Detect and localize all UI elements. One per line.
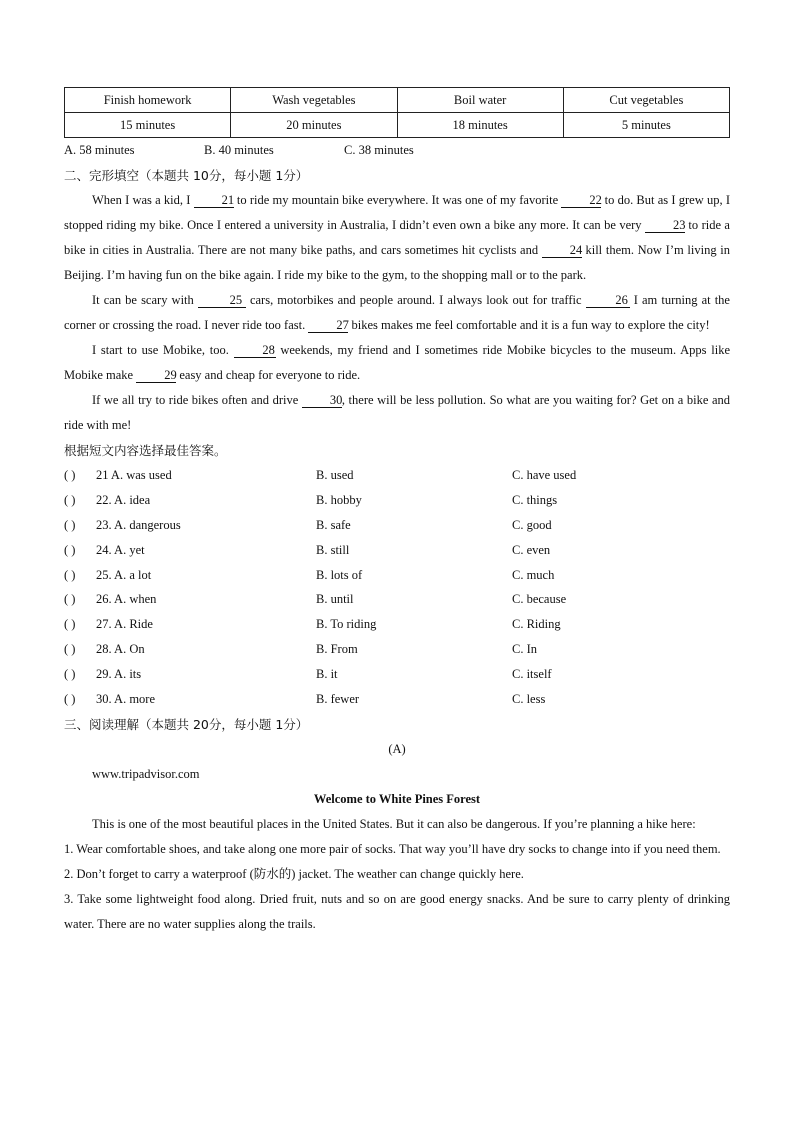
section-2-heading: 二、完形填空（本题共 10分，每小题 1分） [64,168,309,183]
blank-29: 29 [136,368,176,383]
question-row: ( ) 27. A. Ride B. To riding C. Riding [64,617,561,632]
passage-tip-2: 2. Don’t forget to carry a waterproof (防水的) jacket. The weather can change quickly here. [64,866,524,881]
blank-25: 25 [198,293,246,308]
passage-title: Welcome to White Pines Forest [313,791,481,806]
source-website: www.tripadvisor.com [92,766,200,781]
table-cell: Wash vegetables [231,88,397,113]
blank-24: 24 [542,243,582,258]
question-row: ( ) 23. A. dangerous B. safe C. good [64,517,552,532]
option-c: C. 38 minutes [344,143,414,157]
question-row: ( ) 29. A. its B. it C. itself [64,667,552,682]
question-row: ( ) 26. A. when B. until C. because [64,592,567,607]
blank-28: 28 [234,343,276,358]
question-row: ( ) 21 A. was used B. used C. have used [64,468,577,482]
table-cell: Finish homework [65,88,231,113]
table-cell: 20 minutes [231,113,397,138]
time-table-header-row [65,88,730,113]
question-row: ( ) 28. A. On B. From C. In [64,642,537,657]
cloze-questions [64,463,730,712]
time-table [64,87,730,138]
cloze-instruction: 根据短文内容选择最佳答案。 [64,443,227,458]
table-cell: 18 minutes [397,113,563,138]
cloze-paragraph-3: I start to use Mobike, too. 28 weekends, my friend and I sometimes ride Mobike bicycles to the museum. Apps like Mobike make 29 easy and cheap for everyone to ride. [64,343,730,382]
question-row: ( ) 22. A. idea B. hobby C. things [64,492,558,507]
reading-part-label: (A) [388,741,406,756]
table-cell: Boil water [397,88,563,113]
exam-page [64,87,730,937]
question-row: ( ) 30. A. more B. fewer C. less [64,692,546,707]
cloze-paragraph-1: When I was a kid, I 21 to ride my mountain bike everywhere. It was one of my favorite 22 to do. But as I grew up, I stopped riding my bike. Once I entered a university in Australia, I didn’t even own a bike any more. It can be very 23 to ride a bike in cities in Australia. There are not many bike paths, and cars sometimes hit cyclists and 24 kill them. Now I’m living in Beijing. I’m having fun on the bike again. I ride my bike to the gym, to the shopping mall or to the park. [64,193,730,282]
blank-23: 23 [645,218,685,233]
table-cell: 15 minutes [65,113,231,138]
previous-question-options [64,138,730,163]
blank-21: 21 [194,193,234,208]
option-a: A. 58 minutes [64,143,135,157]
blank-22: 22 [561,193,601,208]
section-3-heading: 三、阅读理解（本题共 20分，每小题 1分） [64,716,309,732]
question-row: ( ) 25. A. a lot B. lots of C. much [64,567,555,582]
passage-tip-3: 3. Take some lightweight food along. Dried fruit, nuts and so on are good energy snacks. And be sure to carry plenty of drinking water. There are no water supplies along the trails. [64,891,730,931]
passage-intro: This is one of the most beautiful places in the United States. But it can also be dangerous. If you’re planning a hike here: [92,816,696,831]
question-row: ( ) 24. A. yet B. still C. even [64,542,551,557]
time-table-value-row [65,113,730,138]
cloze-paragraph-2: It can be scary with 25 cars, motorbikes and people around. I always look out for traffic 26 I am turning at the corner or crossing the road. I never ride too fast. 27 bikes makes me feel comfortable and it is a fun way to explore the city! [64,293,730,332]
blank-27: 27 [308,318,348,333]
blank-26: 26 [586,293,630,308]
table-cell: Cut vegetables [563,88,729,113]
passage-tip-1: 1. Wear comfortable shoes, and take along one more pair of socks. That way you’ll have dry socks to change into if you need them. [64,841,721,856]
blank-30: 30 [302,393,342,408]
table-cell: 5 minutes [563,113,729,138]
option-b: B. 40 minutes [204,143,274,157]
cloze-paragraph-4: If we all try to ride bikes often and drive 30, there will be less pollution. So what are you waiting for? Get on a bike and ride with me! [64,393,730,432]
